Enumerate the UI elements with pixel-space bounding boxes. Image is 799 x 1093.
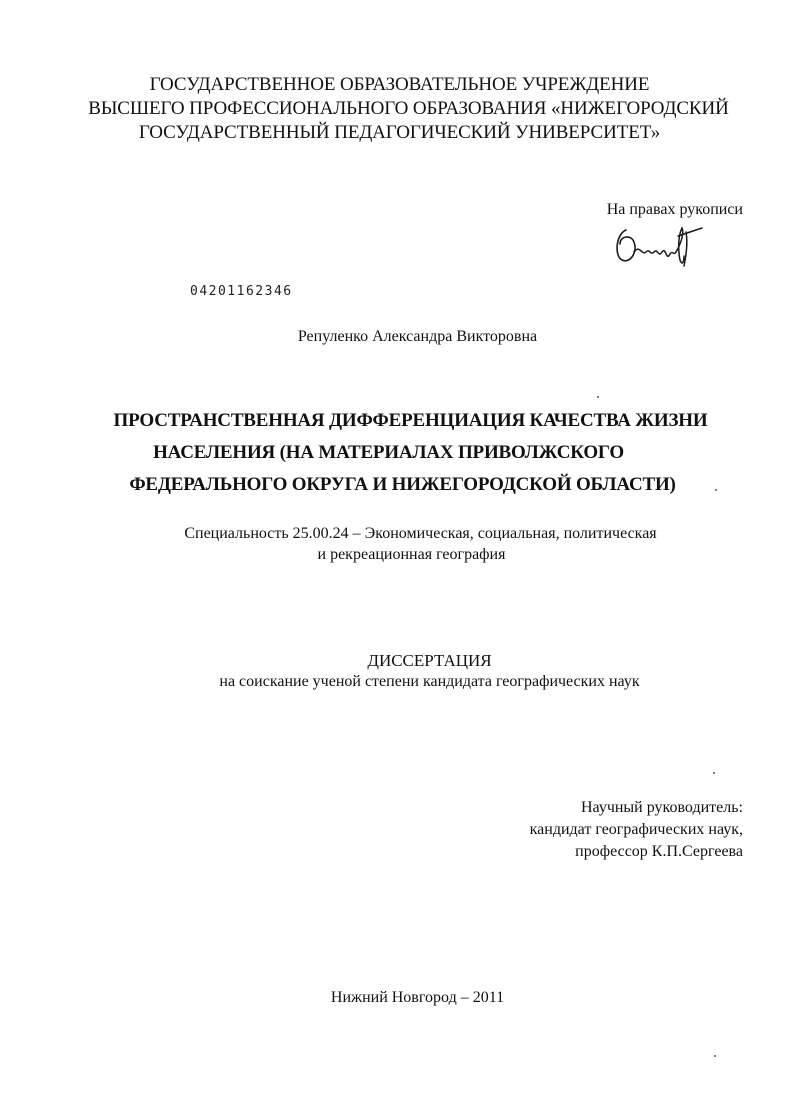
place-year: Нижний Новгород – 2011: [330, 989, 505, 1006]
scan-speck: [597, 396, 599, 398]
specialty-line-1: Специальность 25.00.24 – Экономическая, социальная, политическая: [184, 525, 657, 542]
registration-number: 04201162346: [190, 284, 293, 299]
title-line-1: ПРОСТРАНСТВЕННАЯ ДИФФЕРЕНЦИАЦИЯ КАЧЕСТВА ЖИЗНИ: [113, 410, 708, 431]
institution-line-3: ГОСУДАРСТВЕННЫЙ ПЕДАГОГИЧЕСКИЙ УНИВЕРСИТЕТ»: [138, 122, 661, 143]
scan-speck: [714, 1055, 716, 1057]
supervisor-degree: кандидат географических наук,: [529, 821, 743, 838]
specialty: [0, 523, 799, 565]
dissertation-title: [0, 405, 799, 501]
supervisor-label: Научный руководитель:: [580, 799, 743, 816]
author-name: Репуленко Александра Викторовна: [297, 328, 538, 345]
manuscript-rights: На правах рукописи: [606, 201, 743, 218]
institution-line-1: ГОСУДАРСТВЕННОЕ ОБРАЗОВАТЕЛЬНОЕ УЧРЕЖДЕНИЕ: [149, 74, 650, 95]
title-line-2: НАСЕЛЕНИЯ (НА МАТЕРИАЛАХ ПРИВОЛЖСКОГО: [153, 442, 624, 463]
document-type: ДИССЕРТАЦИЯ: [367, 651, 492, 670]
scan-speck: [715, 489, 717, 491]
scan-speck: [713, 772, 715, 774]
supervisor-name: профессор К.П.Сергеева: [575, 843, 743, 860]
institution-line-2: ВЫСШЕГО ПРОФЕССИОНАЛЬНОГО ОБРАЗОВАНИЯ «НИЖЕГОРОДСКИЙ: [88, 98, 729, 119]
signature-icon: [612, 222, 704, 270]
title-line-3: ФЕДЕРАЛЬНОГО ОКРУГА И НИЖЕГОРОДСКОЙ ОБЛАСТИ): [129, 474, 676, 495]
supervisor-block: [530, 797, 743, 863]
specialty-line-2: и рекреационная география: [317, 546, 506, 563]
institution-header: [0, 73, 799, 145]
degree-statement: на соискание ученой степени кандидата географических наук: [219, 673, 640, 690]
